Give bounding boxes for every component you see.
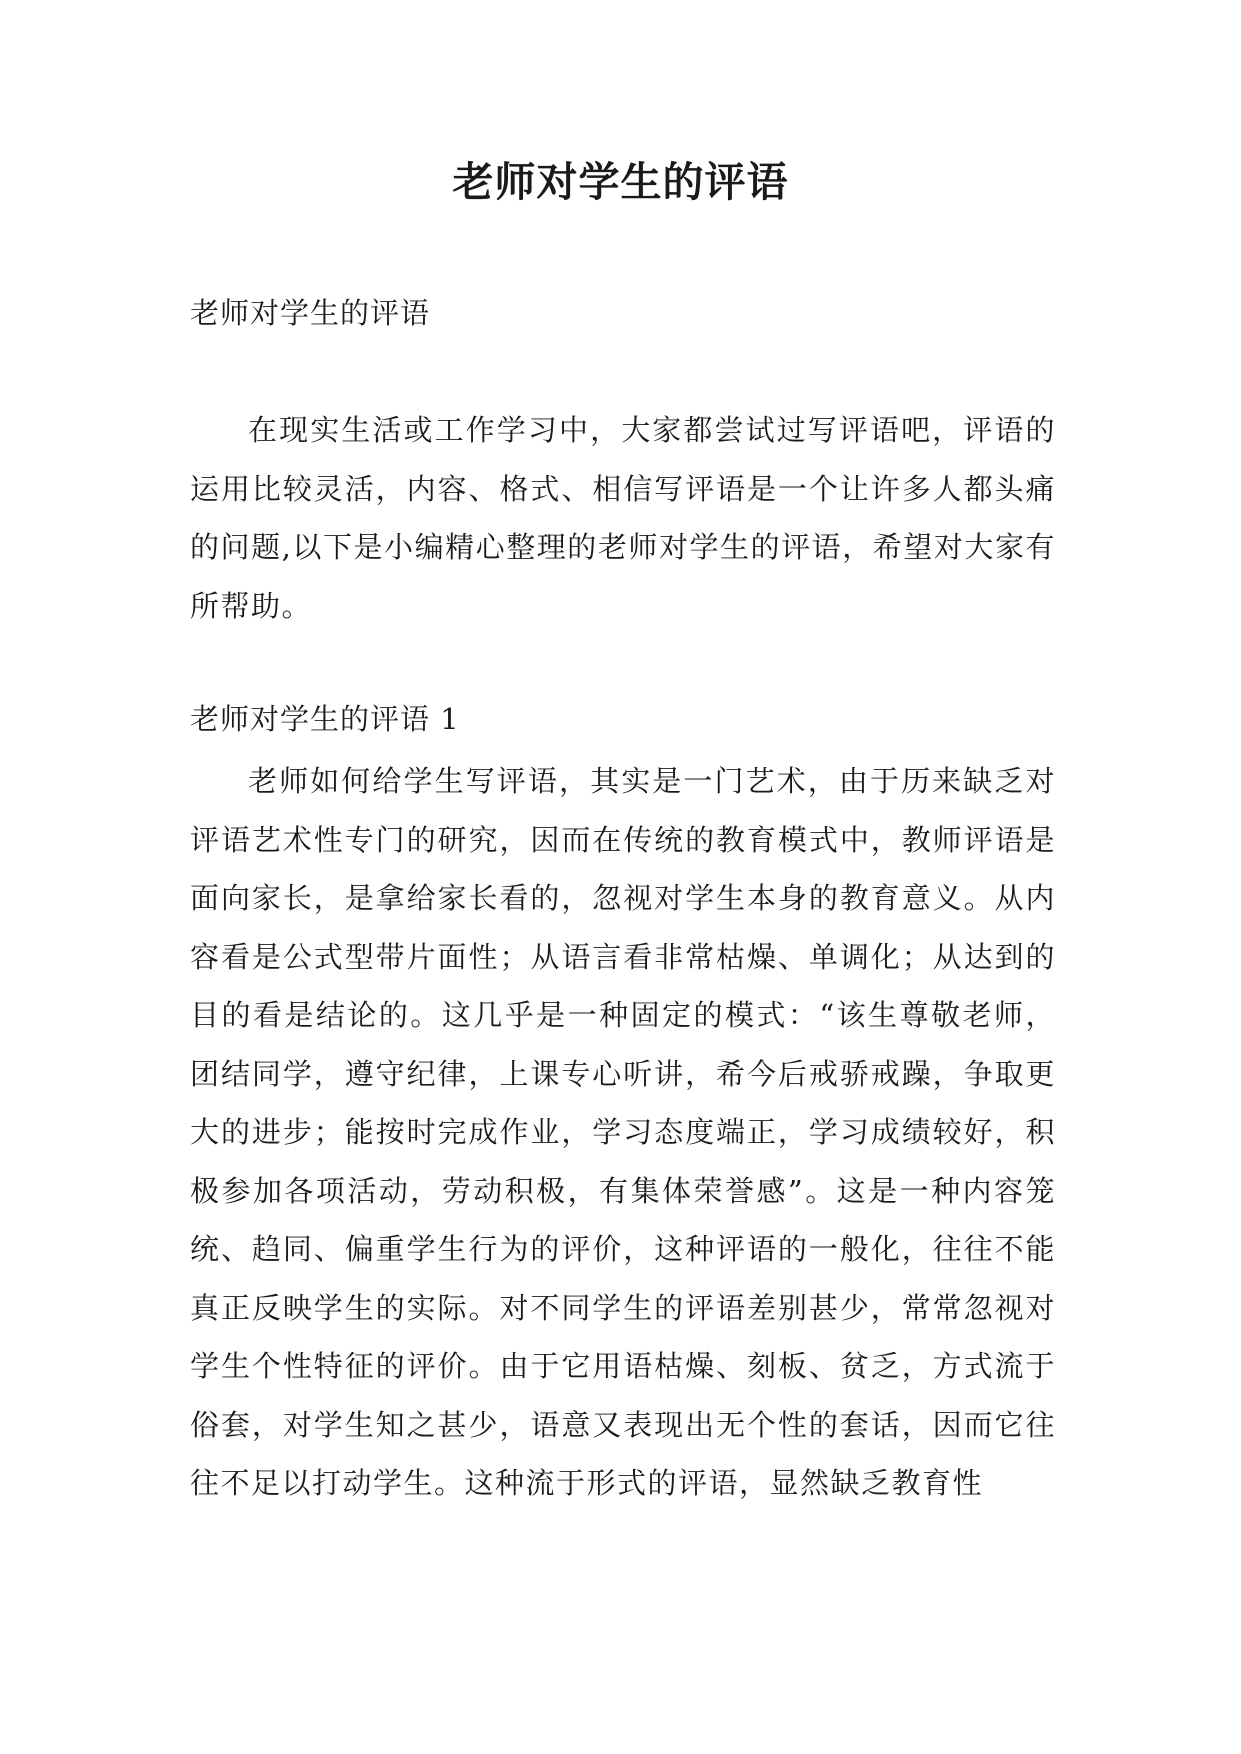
section-heading: 老师对学生的评语 1 [190, 702, 460, 736]
intro-paragraph: 在现实生活或工作学习中，大家都尝试过写评语吧，评语的运用比较灵活，内容、格式、相信写评语是一个让许多人都头痛的问题,以下是小编精心整理的老师对学生的评语，希望对大家有所帮助。 [190, 413, 1056, 623]
body-paragraph: 老师如何给学生写评语，其实是一门艺术，由于历来缺乏对评语艺术性专门的研究，因而在传统的教育模式中，教师评语是面向家长，是拿给家长看的，忽视对学生本身的教育意义。从内容看是公式型带片面性；从语言看非常枯燥、单调化；从达到的目的看是结论的。这几乎是一种固定的模式：“该生尊敬老师，团结同学，遵守纪律，上课专心听讲，希今后戒骄戒躁，争取更大的进步；能按时完成作业，学习态度端正，学习成绩较好，积极参加各项活动，劳动积极，有集体荣誉感”。这是一种内容笼统、趋同、偏重学生行为的评价，这种评语的一般化，往往不能真正反映学生的实际。对不同学生的评语差别甚少，常常忽视对学生个性特征的评价。由于它用语枯燥、刻板、贫乏，方式流于俗套，对学生知之甚少，语意又表现出无个性的套话，因而它往往不足以打动学生。这种流于形式的评语，显然缺乏教育性 [190, 764, 1056, 1500]
document-subtitle: 老师对学生的评语 [190, 296, 431, 330]
document-title: 老师对学生的评语 [452, 158, 789, 206]
